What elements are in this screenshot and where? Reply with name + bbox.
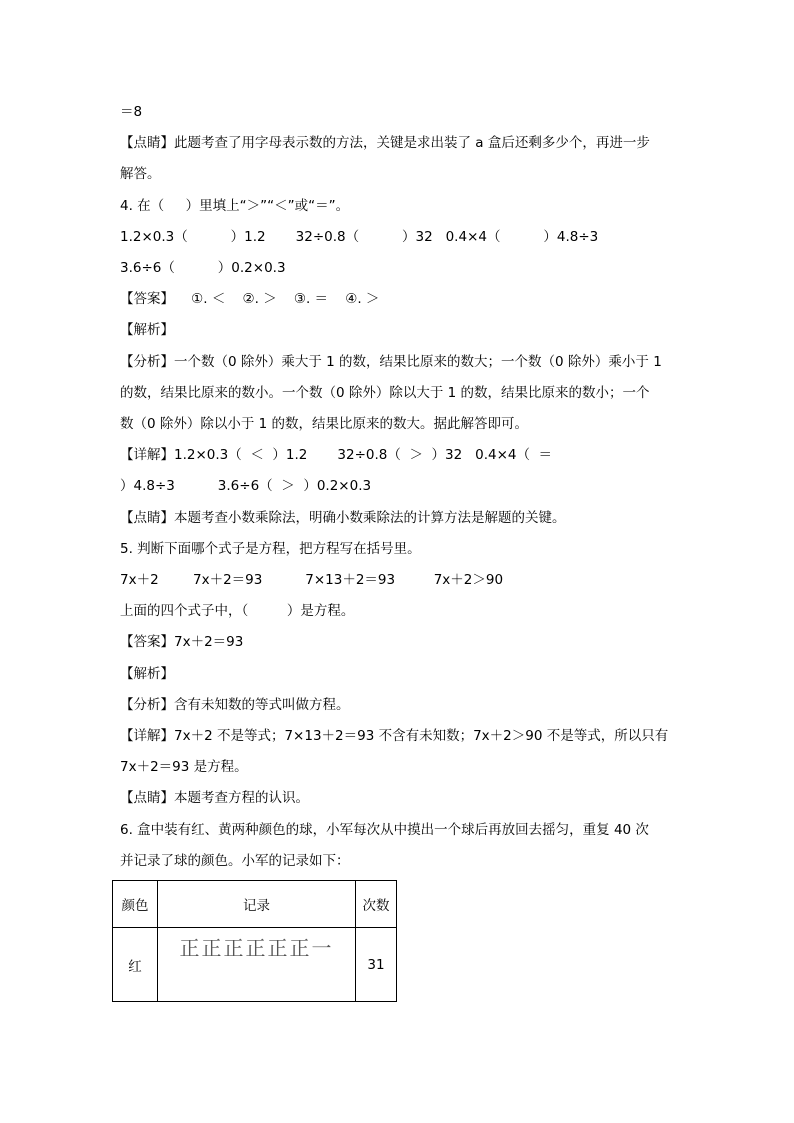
text-line: 解答。	[120, 166, 161, 183]
text-line: 的数，结果比原来的数小。一个数（0 除外）除以大于 1 的数，结果比原来的数小；一个	[120, 384, 650, 401]
text-line: 7x＋2 7x＋2＝93 7×13＋2＝93 7x＋2＞90	[120, 572, 504, 588]
text-line: 【点睛】本题考查小数乘除法，明确小数乘除法的计算方法是解题的关键。	[120, 509, 566, 526]
text-line: 【解析】	[120, 322, 174, 339]
text-line: 【答案】7x＋2＝93	[120, 634, 244, 651]
text-line: ＝8	[120, 104, 143, 120]
header-record: 记录	[158, 881, 356, 928]
text-line: 【详解】7x＋2 不是等式；7×13＋2＝93 不含有未知数；7x＋2＞90 不是等式，所以只有	[120, 728, 669, 744]
text-line: 【分析】一个数（0 除外）乘大于 1 的数，结果比原来的数大；一个数（0 除外）乘小于 1	[120, 353, 662, 370]
text-line: 【点睛】本题考查方程的认识。	[120, 790, 309, 807]
text-line: 5. 判断下面哪个式子是方程，把方程写在括号里。	[120, 540, 421, 557]
text-line: 【答案】 ①. ＜ ②. ＞ ③. ＝ ④. ＞	[120, 291, 380, 308]
row-color: 红	[113, 928, 158, 1002]
header-color: 颜色	[113, 881, 158, 928]
text-line: 4. 在（ ）里填上“＞”“＜”或“＝”。	[120, 197, 350, 214]
row-count: 31	[356, 928, 397, 1002]
text-line: 【详解】1.2×0.3（ ＜ ）1.2 32÷0.8（ ＞ ）32 0.4×4（ ＝	[120, 447, 553, 464]
header-count: 次数	[356, 881, 397, 928]
text-line: ）4.8÷3 3.6÷6（ ＞ ）0.2×0.3	[120, 478, 372, 495]
text-line: 7x＋2＝93 是方程。	[120, 759, 248, 776]
text-line: 3.6÷6（ ）0.2×0.3	[120, 260, 286, 276]
text-line: 【点睛】此题考查了用字母表示数的方法，关键是求出装了 a 盒后还剩多少个，再进一步	[120, 135, 650, 152]
tally-marks: 正正正正正正一	[179, 936, 334, 960]
text-line: 数（0 除外）除以小于 1 的数，结果比原来的数大。据此解答即可。	[120, 416, 529, 432]
record-table	[112, 880, 397, 1002]
row-record	[158, 928, 356, 1002]
text-line: 并记录了球的颜色。小军的记录如下：	[120, 852, 350, 869]
text-line: 【分析】含有未知数的等式叫做方程。	[120, 696, 350, 713]
text-line: 1.2×0.3（ ）1.2 32÷0.8（ ）32 0.4×4（ ）4.8÷3	[120, 228, 599, 245]
text-line: 6. 盒中装有红、黄两种颜色的球，小军每次从中摸出一个球后再放回去摇匀，重复 40 次	[120, 821, 649, 838]
text-line: 【解析】	[120, 665, 174, 682]
text-line: 上面的四个式子中，（ ）是方程。	[120, 603, 355, 620]
